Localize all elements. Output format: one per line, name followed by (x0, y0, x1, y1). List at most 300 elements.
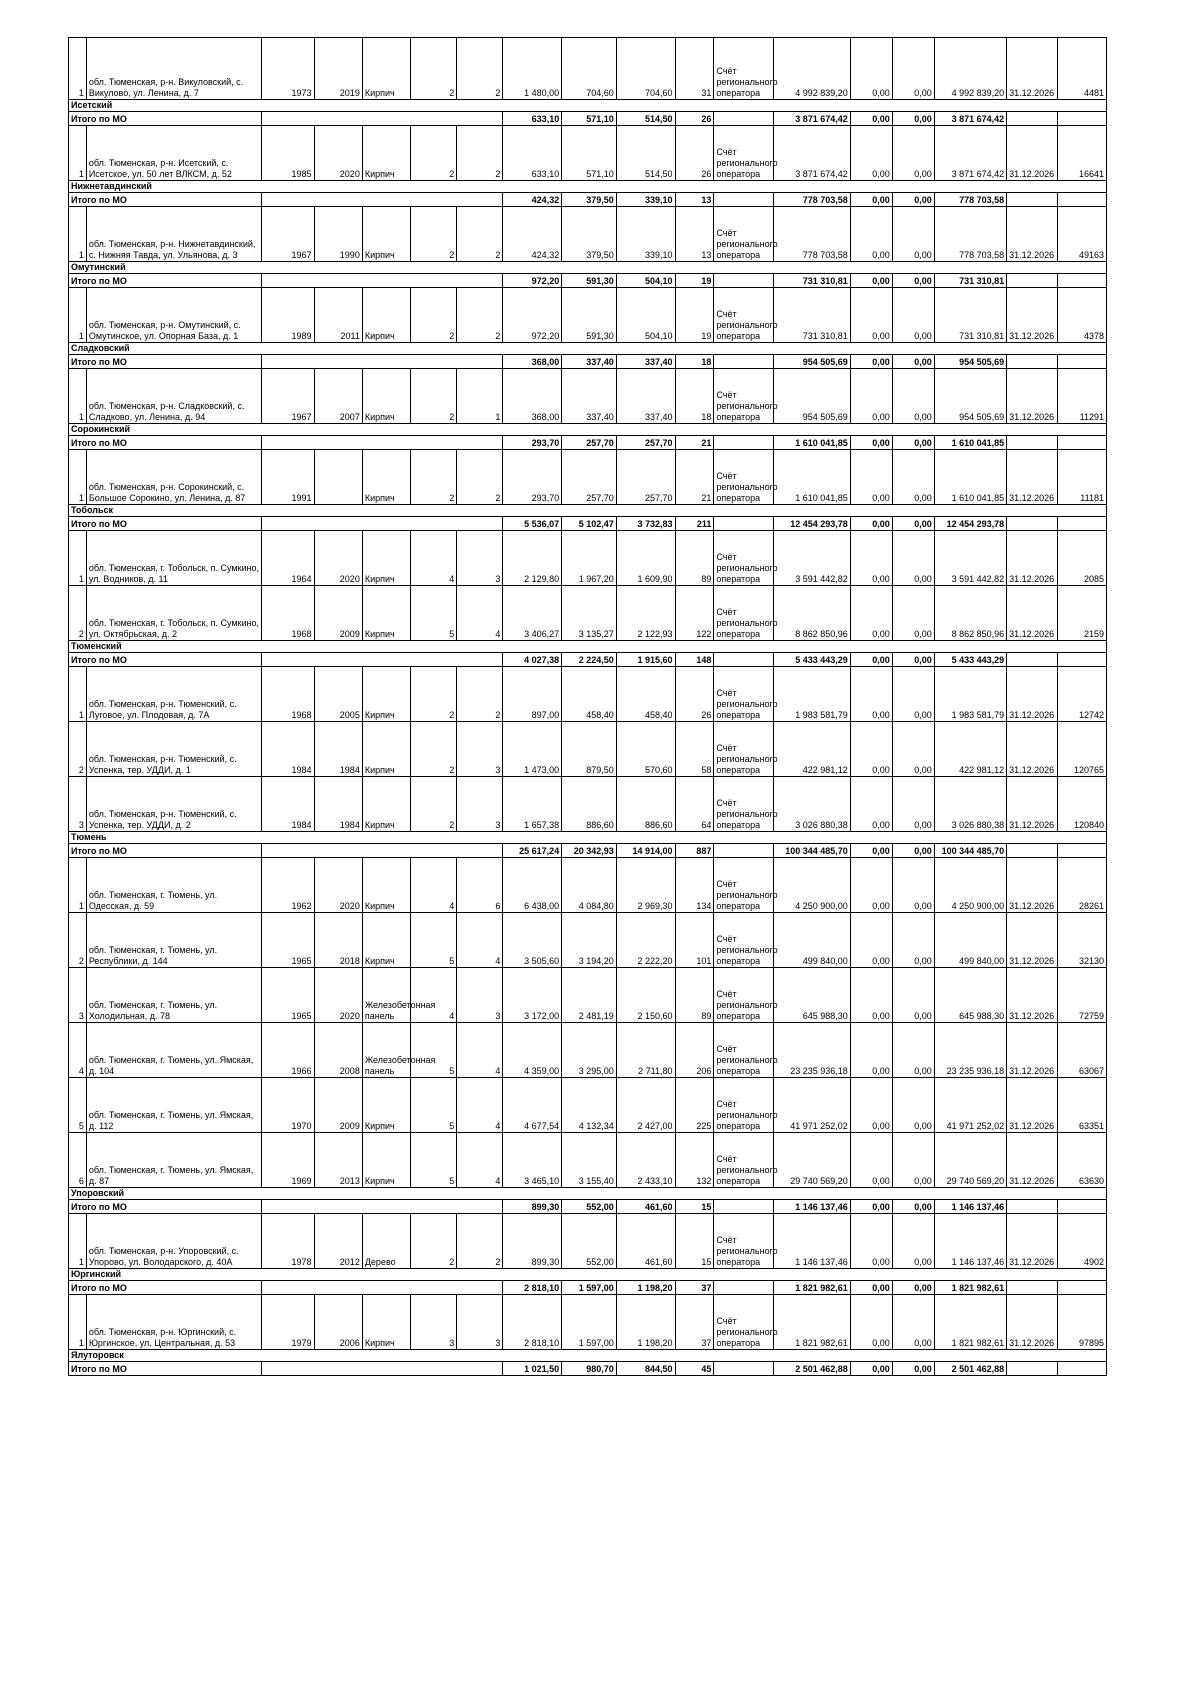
area-total: 368,00 (503, 369, 562, 424)
area-living: 552,00 (562, 1214, 617, 1269)
entrances: 4 (457, 1023, 503, 1078)
region-name: Сорокинский (69, 424, 1107, 436)
total-blank (262, 355, 503, 369)
region-name: Ялуторовск (69, 1350, 1107, 1362)
total-residents: 21 (675, 436, 714, 450)
region-total-row (69, 1281, 1107, 1295)
area-total: 972,20 (503, 288, 562, 343)
cost-2: 0,00 (892, 913, 934, 968)
row-number: 2 (69, 913, 87, 968)
total-area-living: 337,40 (562, 355, 617, 369)
total-residents: 45 (675, 1362, 714, 1376)
entrances: 3 (457, 531, 503, 586)
row-number: 1 (69, 1214, 87, 1269)
cost-2: 0,00 (892, 1078, 934, 1133)
house-id: 63067 (1057, 1023, 1107, 1078)
floors: 5 (411, 1078, 457, 1133)
cost-1: 0,00 (850, 858, 892, 913)
total-cost-2: 0,00 (892, 112, 934, 126)
area-total: 3 406,27 (503, 586, 562, 641)
total-cost: 778 703,58 (774, 193, 851, 207)
total-cost: 1 821 982,61 (774, 1281, 851, 1295)
residents: 64 (675, 777, 714, 832)
area-living: 4 132,34 (562, 1078, 617, 1133)
total-blank (714, 844, 774, 858)
deadline-date: 31.12.2026 (1007, 1023, 1057, 1078)
row-number: 2 (69, 722, 87, 777)
total-label: Итого по МО (69, 1200, 262, 1214)
table-row (69, 1133, 1107, 1188)
residents: 89 (675, 531, 714, 586)
cost-1: 0,00 (850, 531, 892, 586)
total-cost-1: 0,00 (850, 436, 892, 450)
house-id: 11181 (1057, 450, 1107, 505)
total-cost-1: 0,00 (850, 1200, 892, 1214)
year-repair: 2005 (314, 667, 362, 722)
total-blank (1057, 517, 1107, 531)
total-area-living: 5 102,47 (562, 517, 617, 531)
floors: 2 (411, 1214, 457, 1269)
cost-2: 0,00 (892, 968, 934, 1023)
total-cost-2: 0,00 (892, 1281, 934, 1295)
wall-material: Кирпич (362, 126, 410, 181)
table-row (69, 369, 1107, 424)
deadline-date: 31.12.2026 (1007, 667, 1057, 722)
year-repair: 2019 (314, 38, 362, 100)
entrances: 2 (457, 1214, 503, 1269)
total-blank (262, 274, 503, 288)
house-id: 2085 (1057, 531, 1107, 586)
cost-3: 4 992 839,20 (934, 38, 1006, 100)
row-number: 2 (69, 586, 87, 641)
address: обл. Тюменская, р-н. Тюменский, с. Успенка, тер. УДДИ, д. 1 (86, 722, 261, 777)
floors: 5 (411, 586, 457, 641)
address: обл. Тюменская, р-н. Тюменский, с. Успенка, тер. УДДИ, д. 2 (86, 777, 261, 832)
area-total: 897,00 (503, 667, 562, 722)
region-row (69, 832, 1107, 844)
house-id: 32130 (1057, 913, 1107, 968)
year-built: 1969 (262, 1133, 314, 1188)
year-repair: 2011 (314, 288, 362, 343)
area-total: 3 172,00 (503, 968, 562, 1023)
cost: 4 250 900,00 (774, 858, 851, 913)
region-row (69, 641, 1107, 653)
deadline-date: 31.12.2026 (1007, 207, 1057, 262)
entrances: 3 (457, 1295, 503, 1350)
total-blank (1057, 844, 1107, 858)
total-cost-3: 778 703,58 (934, 193, 1006, 207)
area-living: 257,70 (562, 450, 617, 505)
cost-3: 499 840,00 (934, 913, 1006, 968)
cost-2: 0,00 (892, 450, 934, 505)
total-blank (1057, 274, 1107, 288)
table-row (69, 1078, 1107, 1133)
area-living: 458,40 (562, 667, 617, 722)
entrances: 3 (457, 722, 503, 777)
entrances: 2 (457, 667, 503, 722)
area-residential: 1 198,20 (616, 1295, 675, 1350)
residents: 31 (675, 38, 714, 100)
table-row (69, 207, 1107, 262)
address: обл. Тюменская, р-н. Сладковский, с. Сладково, ул. Ленина, д. 94 (86, 369, 261, 424)
cost: 1 821 982,61 (774, 1295, 851, 1350)
year-repair: 2006 (314, 1295, 362, 1350)
cost: 1 610 041,85 (774, 450, 851, 505)
table-row (69, 1214, 1107, 1269)
total-cost-1: 0,00 (850, 112, 892, 126)
cost-3: 8 862 850,96 (934, 586, 1006, 641)
address: обл. Тюменская, р-н. Викуловский, с. Викулово, ул. Ленина, д. 7 (86, 38, 261, 100)
cost-3: 645 988,30 (934, 968, 1006, 1023)
wall-material: Железобетонная панель (362, 968, 410, 1023)
region-total-row (69, 274, 1107, 288)
entrances: 2 (457, 38, 503, 100)
row-number: 1 (69, 858, 87, 913)
area-living: 2 481,19 (562, 968, 617, 1023)
area-living: 3 155,40 (562, 1133, 617, 1188)
fund-method: Счёт регионального оператора (714, 586, 774, 641)
year-repair: 2018 (314, 913, 362, 968)
row-number: 1 (69, 38, 87, 100)
residents: 19 (675, 288, 714, 343)
house-id: 4481 (1057, 38, 1107, 100)
cost-1: 0,00 (850, 667, 892, 722)
total-area-living: 379,50 (562, 193, 617, 207)
row-number: 1 (69, 369, 87, 424)
area-residential: 886,60 (616, 777, 675, 832)
total-residents: 26 (675, 112, 714, 126)
address: обл. Тюменская, г. Тобольск, п. Сумкино, ул. Октябрьская, д. 2 (86, 586, 261, 641)
area-total: 2 129,80 (503, 531, 562, 586)
total-area: 633,10 (503, 112, 562, 126)
residents: 15 (675, 1214, 714, 1269)
total-blank (262, 1362, 503, 1376)
residents: 89 (675, 968, 714, 1023)
house-id: 4378 (1057, 288, 1107, 343)
deadline-date: 31.12.2026 (1007, 913, 1057, 968)
cost-2: 0,00 (892, 858, 934, 913)
house-id: 2159 (1057, 586, 1107, 641)
fund-method: Счёт регионального оператора (714, 1133, 774, 1188)
total-area: 2 818,10 (503, 1281, 562, 1295)
total-blank (262, 653, 503, 667)
total-area-living: 1 597,00 (562, 1281, 617, 1295)
table-row (69, 667, 1107, 722)
total-area-residential: 844,50 (616, 1362, 675, 1376)
wall-material: Кирпич (362, 38, 410, 100)
total-cost-1: 0,00 (850, 653, 892, 667)
region-total-row (69, 436, 1107, 450)
cost-1: 0,00 (850, 126, 892, 181)
year-built: 1979 (262, 1295, 314, 1350)
total-area: 25 617,24 (503, 844, 562, 858)
total-blank (1007, 517, 1057, 531)
cost: 41 971 252,02 (774, 1078, 851, 1133)
area-living: 337,40 (562, 369, 617, 424)
house-id: 72759 (1057, 968, 1107, 1023)
area-residential: 514,50 (616, 126, 675, 181)
house-id: 63630 (1057, 1133, 1107, 1188)
year-built: 1984 (262, 722, 314, 777)
area-total: 1 473,00 (503, 722, 562, 777)
total-cost-2: 0,00 (892, 274, 934, 288)
total-cost: 5 433 443,29 (774, 653, 851, 667)
area-residential: 339,10 (616, 207, 675, 262)
deadline-date: 31.12.2026 (1007, 450, 1057, 505)
year-built: 1966 (262, 1023, 314, 1078)
total-cost-1: 0,00 (850, 1362, 892, 1376)
area-total: 424,32 (503, 207, 562, 262)
area-total: 1 657,38 (503, 777, 562, 832)
area-living: 571,10 (562, 126, 617, 181)
total-area-residential: 1 915,60 (616, 653, 675, 667)
region-row (69, 262, 1107, 274)
total-cost: 731 310,81 (774, 274, 851, 288)
deadline-date: 31.12.2026 (1007, 1133, 1057, 1188)
table-row (69, 1295, 1107, 1350)
area-living: 3 295,00 (562, 1023, 617, 1078)
total-label: Итого по МО (69, 355, 262, 369)
total-label: Итого по МО (69, 517, 262, 531)
region-row (69, 505, 1107, 517)
wall-material: Кирпич (362, 858, 410, 913)
deadline-date: 31.12.2026 (1007, 369, 1057, 424)
region-total-row (69, 193, 1107, 207)
region-row (69, 343, 1107, 355)
total-cost-2: 0,00 (892, 517, 934, 531)
total-area-residential: 337,40 (616, 355, 675, 369)
area-total: 4 677,54 (503, 1078, 562, 1133)
cost-3: 29 740 569,20 (934, 1133, 1006, 1188)
row-number: 1 (69, 207, 87, 262)
year-repair: 2009 (314, 1078, 362, 1133)
total-cost-3: 2 501 462,88 (934, 1362, 1006, 1376)
cost-3: 1 821 982,61 (934, 1295, 1006, 1350)
region-name: Тюменский (69, 641, 1107, 653)
region-total-row (69, 1200, 1107, 1214)
address: обл. Тюменская, г. Тюмень, ул. Холодильная, д. 78 (86, 968, 261, 1023)
table-row (69, 1023, 1107, 1078)
floors: 5 (411, 913, 457, 968)
total-area: 424,32 (503, 193, 562, 207)
total-cost-3: 5 433 443,29 (934, 653, 1006, 667)
region-name: Сладковский (69, 343, 1107, 355)
total-cost-1: 0,00 (850, 274, 892, 288)
cost-2: 0,00 (892, 1133, 934, 1188)
region-name: Тобольск (69, 505, 1107, 517)
fund-method: Счёт регионального оператора (714, 531, 774, 586)
entrances: 2 (457, 288, 503, 343)
cost-2: 0,00 (892, 207, 934, 262)
year-built: 1985 (262, 126, 314, 181)
cost-2: 0,00 (892, 288, 934, 343)
residents: 13 (675, 207, 714, 262)
residents: 58 (675, 722, 714, 777)
year-repair: 1984 (314, 777, 362, 832)
total-blank (714, 1362, 774, 1376)
cost-3: 4 250 900,00 (934, 858, 1006, 913)
wall-material: Кирпич (362, 586, 410, 641)
area-living: 886,60 (562, 777, 617, 832)
total-area-residential: 504,10 (616, 274, 675, 288)
year-repair (314, 450, 362, 505)
cost-1: 0,00 (850, 288, 892, 343)
cost-2: 0,00 (892, 531, 934, 586)
fund-method: Счёт регионального оператора (714, 1023, 774, 1078)
cost-3: 23 235 936,18 (934, 1023, 1006, 1078)
cost-1: 0,00 (850, 1214, 892, 1269)
cost-3: 3 591 442,82 (934, 531, 1006, 586)
floors: 2 (411, 667, 457, 722)
wall-material: Кирпич (362, 450, 410, 505)
area-living: 591,30 (562, 288, 617, 343)
cost-1: 0,00 (850, 38, 892, 100)
residents: 21 (675, 450, 714, 505)
total-blank (1007, 274, 1057, 288)
total-residents: 15 (675, 1200, 714, 1214)
floors: 2 (411, 777, 457, 832)
fund-method: Счёт регионального оператора (714, 777, 774, 832)
table-row (69, 38, 1107, 100)
wall-material: Кирпич (362, 777, 410, 832)
total-blank (1007, 1200, 1057, 1214)
region-name: Юргинский (69, 1269, 1107, 1281)
entrances: 4 (457, 913, 503, 968)
cost: 422 981,12 (774, 722, 851, 777)
year-built: 1965 (262, 913, 314, 968)
entrances: 2 (457, 126, 503, 181)
cost-3: 954 505,69 (934, 369, 1006, 424)
deadline-date: 31.12.2026 (1007, 1078, 1057, 1133)
area-residential: 337,40 (616, 369, 675, 424)
house-id: 16641 (1057, 126, 1107, 181)
address: обл. Тюменская, г. Тобольск, п. Сумкино, ул. Водников, д. 11 (86, 531, 261, 586)
region-row (69, 100, 1107, 112)
total-blank (262, 112, 503, 126)
fund-method: Счёт регионального оператора (714, 722, 774, 777)
deadline-date: 31.12.2026 (1007, 722, 1057, 777)
cost: 1 983 581,79 (774, 667, 851, 722)
cost-3: 41 971 252,02 (934, 1078, 1006, 1133)
total-label: Итого по МО (69, 653, 262, 667)
address: обл. Тюменская, р-н. Омутинский, с. Омутинское, ул. Опорная База, д. 1 (86, 288, 261, 343)
region-total-row (69, 653, 1107, 667)
area-total: 293,70 (503, 450, 562, 505)
fund-method: Счёт регионального оператора (714, 207, 774, 262)
cost-1: 0,00 (850, 450, 892, 505)
deadline-date: 31.12.2026 (1007, 38, 1057, 100)
total-blank (714, 1281, 774, 1295)
total-area: 4 027,38 (503, 653, 562, 667)
table-row (69, 968, 1107, 1023)
residents: 225 (675, 1078, 714, 1133)
total-label: Итого по МО (69, 844, 262, 858)
total-area-residential: 461,60 (616, 1200, 675, 1214)
floors: 5 (411, 1023, 457, 1078)
total-area: 972,20 (503, 274, 562, 288)
fund-method: Счёт регионального оператора (714, 1078, 774, 1133)
year-repair: 2012 (314, 1214, 362, 1269)
house-id: 120840 (1057, 777, 1107, 832)
year-repair: 2020 (314, 126, 362, 181)
total-blank (1057, 1362, 1107, 1376)
total-area-living: 571,10 (562, 112, 617, 126)
residents: 37 (675, 1295, 714, 1350)
area-living: 879,50 (562, 722, 617, 777)
total-area-residential: 257,70 (616, 436, 675, 450)
cost-1: 0,00 (850, 1023, 892, 1078)
area-residential: 570,60 (616, 722, 675, 777)
total-blank (262, 193, 503, 207)
cost: 954 505,69 (774, 369, 851, 424)
area-residential: 2 122,93 (616, 586, 675, 641)
fund-method: Счёт регионального оператора (714, 369, 774, 424)
address: обл. Тюменская, г. Тюмень, ул. Ямская, д. 104 (86, 1023, 261, 1078)
cost-1: 0,00 (850, 586, 892, 641)
year-built: 1962 (262, 858, 314, 913)
deadline-date: 31.12.2026 (1007, 968, 1057, 1023)
total-area: 1 021,50 (503, 1362, 562, 1376)
year-built: 1967 (262, 207, 314, 262)
row-number: 6 (69, 1133, 87, 1188)
cost-3: 731 310,81 (934, 288, 1006, 343)
deadline-date: 31.12.2026 (1007, 777, 1057, 832)
row-number: 1 (69, 450, 87, 505)
year-repair: 2007 (314, 369, 362, 424)
year-built: 1968 (262, 667, 314, 722)
total-blank (262, 517, 503, 531)
table-row (69, 288, 1107, 343)
total-blank (714, 653, 774, 667)
year-repair: 2008 (314, 1023, 362, 1078)
area-total: 6 438,00 (503, 858, 562, 913)
cost-2: 0,00 (892, 722, 934, 777)
total-blank (714, 436, 774, 450)
total-area-residential: 1 198,20 (616, 1281, 675, 1295)
cost-1: 0,00 (850, 777, 892, 832)
capital-repair-register-table (68, 37, 1107, 1376)
row-number: 3 (69, 968, 87, 1023)
table-row (69, 913, 1107, 968)
year-repair: 2020 (314, 531, 362, 586)
total-blank (262, 436, 503, 450)
floors: 2 (411, 126, 457, 181)
floors: 2 (411, 722, 457, 777)
total-area-residential: 339,10 (616, 193, 675, 207)
year-built: 1973 (262, 38, 314, 100)
total-area-residential: 3 732,83 (616, 517, 675, 531)
area-residential: 2 711,80 (616, 1023, 675, 1078)
floors: 4 (411, 968, 457, 1023)
cost-2: 0,00 (892, 1023, 934, 1078)
table-row (69, 450, 1107, 505)
year-built: 1970 (262, 1078, 314, 1133)
total-blank (1057, 355, 1107, 369)
total-cost-2: 0,00 (892, 1200, 934, 1214)
house-id: 120765 (1057, 722, 1107, 777)
fund-method: Счёт регионального оператора (714, 858, 774, 913)
residents: 26 (675, 667, 714, 722)
address: обл. Тюменская, р-н. Исетский, с. Исетское, ул. 50 лет ВЛКСМ, д. 52 (86, 126, 261, 181)
total-label: Итого по МО (69, 1281, 262, 1295)
total-cost: 1 610 041,85 (774, 436, 851, 450)
house-id: 11291 (1057, 369, 1107, 424)
year-repair: 1984 (314, 722, 362, 777)
total-cost-1: 0,00 (850, 517, 892, 531)
total-residents: 148 (675, 653, 714, 667)
year-repair: 1990 (314, 207, 362, 262)
total-cost-1: 0,00 (850, 1281, 892, 1295)
